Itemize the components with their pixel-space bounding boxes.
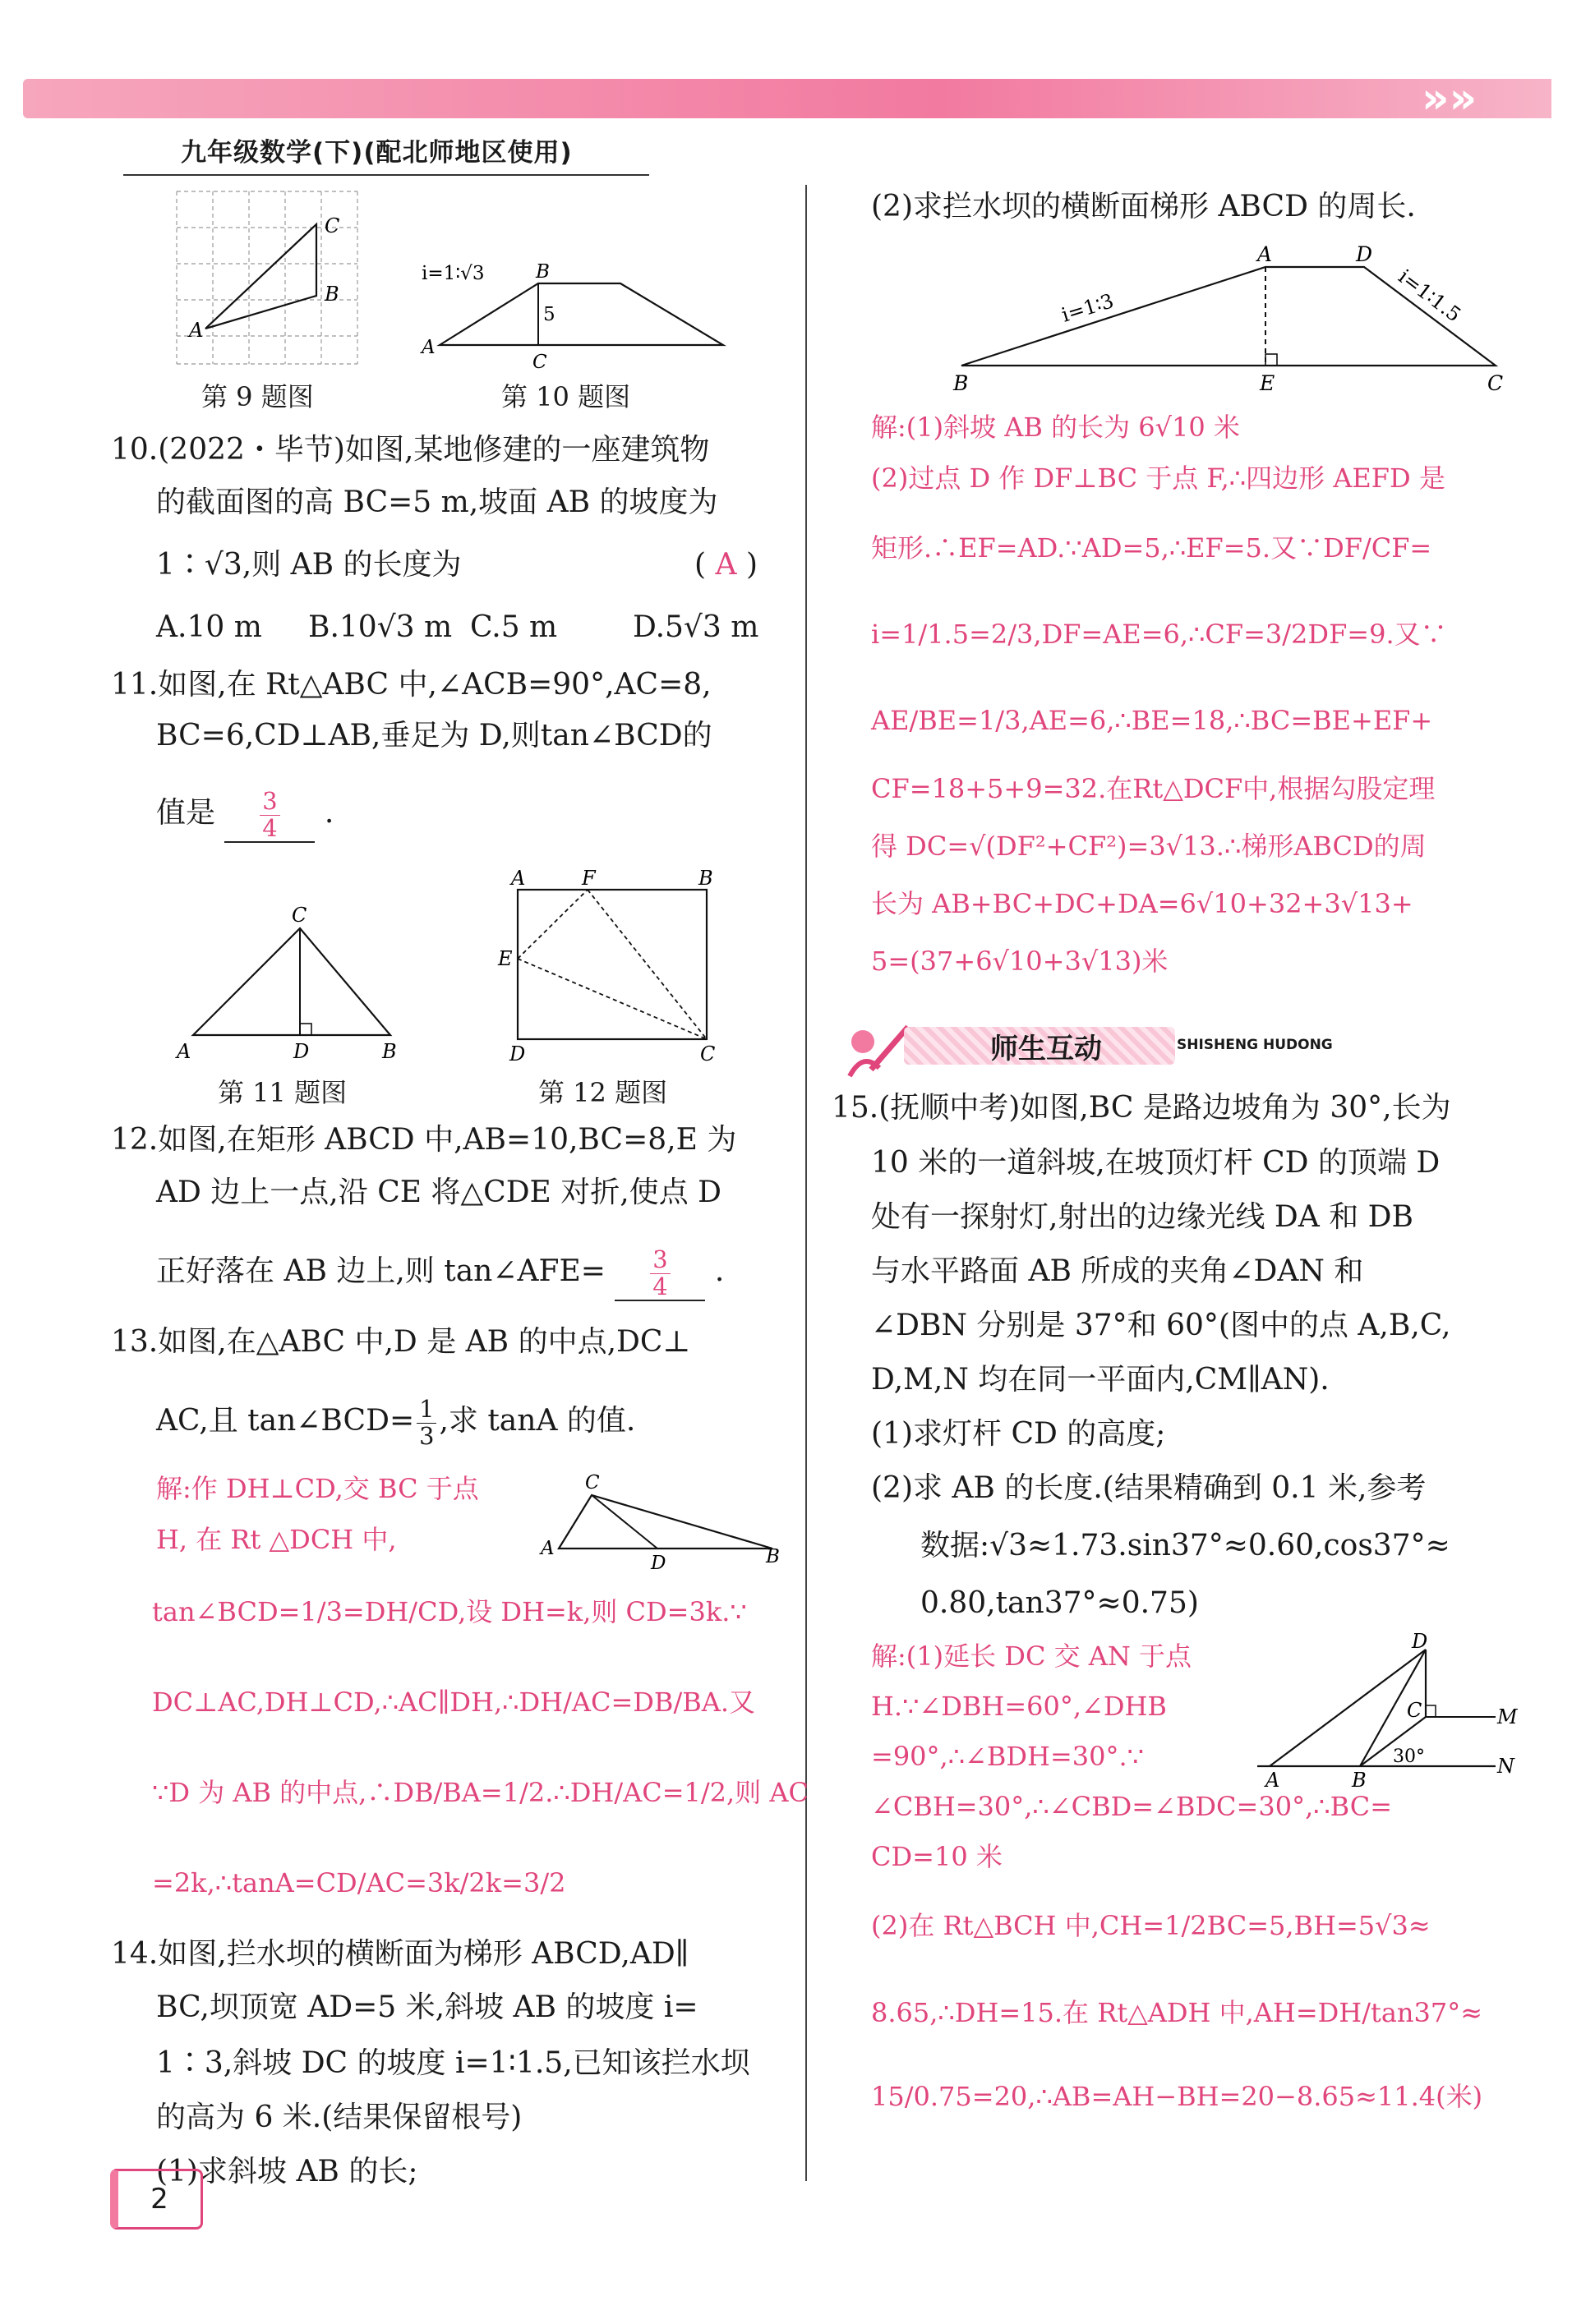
figure-9 bbox=[173, 187, 362, 368]
svg-text:E: E bbox=[498, 947, 513, 970]
q10-answer: ( A ) bbox=[694, 548, 758, 582]
q15-line1: 15.(抚顺中考)如图,BC 是路边坡角为 30°,长为 bbox=[832, 1091, 1451, 1125]
column-divider bbox=[805, 185, 807, 2181]
q10-option-b: B.10√3 m bbox=[308, 610, 453, 644]
caption-fig9: 第 9 题图 bbox=[201, 381, 314, 412]
q15-line2: 10 米的一道斜坡,在坡顶灯杆 CD 的顶端 D bbox=[871, 1146, 1441, 1180]
q15-sol5: CD=10 米 bbox=[871, 1841, 1003, 1872]
svg-text:D: D bbox=[1356, 242, 1373, 266]
q15-line6: D,M,N 均在同一平面内,CM∥AN). bbox=[871, 1363, 1330, 1397]
q15-line7: (1)求灯杆 CD 的高度; bbox=[871, 1417, 1166, 1451]
figure-15 bbox=[1249, 1630, 1518, 1792]
svg-text:C: C bbox=[292, 904, 307, 927]
svg-text:A: A bbox=[177, 1040, 191, 1063]
figure-14 bbox=[949, 238, 1524, 394]
q15-line4: 与水平路面 AB 所成的夹角∠DAN 和 bbox=[871, 1254, 1364, 1288]
q13-sol2: H, 在 Rt △DCH 中, bbox=[156, 1524, 397, 1555]
page-number: 2 bbox=[110, 2169, 203, 2230]
q15-sol2: H.∵∠DBH=60°,∠DHB bbox=[871, 1691, 1167, 1722]
q13-sol4: DC⊥AC,DH⊥CD,∴AC∥DH,∴DH/AC=DB/BA.又 bbox=[152, 1687, 756, 1718]
q15-sol8: 15/0.75=20,∴AB=AH−BH=20−8.65≈11.4(米) bbox=[871, 2081, 1483, 2112]
q15-sol4: ∠CBH=30°,∴∠CBD=∠BDC=30°,∴BC= bbox=[871, 1791, 1392, 1822]
q15-sol1: 解:(1)延长 DC 交 AN 于点 bbox=[871, 1641, 1192, 1672]
q15-sol3: =90°,∴∠BDH=30°.∵ bbox=[871, 1741, 1145, 1772]
svg-text:C: C bbox=[700, 1042, 716, 1065]
section-subtitle: SHISHENG HUDONG bbox=[1177, 1037, 1333, 1053]
q14-line4: 的高为 6 米.(结果保留根号) bbox=[156, 2101, 523, 2134]
svg-text:C: C bbox=[532, 352, 547, 373]
svg-text:B: B bbox=[1352, 1769, 1367, 1792]
svg-text:D: D bbox=[1412, 1630, 1428, 1653]
q11-line2: BC=6,CD⊥AB,垂足为 D,则tan∠BCD的 bbox=[156, 719, 712, 752]
svg-text:i=1∶3: i=1∶3 bbox=[1058, 289, 1117, 327]
figure-12 bbox=[493, 867, 740, 1064]
svg-text:B: B bbox=[382, 1040, 397, 1063]
q10-option-c: C.5 m bbox=[470, 610, 558, 644]
svg-text:A: A bbox=[511, 867, 526, 890]
figure-13 bbox=[534, 1470, 781, 1574]
header-banner bbox=[23, 74, 1551, 123]
q15-line5: ∠DBN 分别是 37°和 60°(图中的点 A,B,C, bbox=[871, 1309, 1451, 1342]
svg-text:E: E bbox=[1260, 371, 1275, 395]
q14-sol4: i=1/1.5=2/3,DF=AE=6,∴CF=3/2DF=9.又∵ bbox=[871, 619, 1447, 650]
svg-text:C: C bbox=[1487, 371, 1504, 395]
q15-sol6: (2)在 Rt△BCH 中,CH=1/2BC=5,BH=5√3≈ bbox=[871, 1910, 1431, 1941]
svg-text:N: N bbox=[1497, 1755, 1514, 1778]
svg-text:A: A bbox=[1257, 242, 1273, 266]
svg-text:D: D bbox=[651, 1553, 666, 1574]
section-title: 师生互动 bbox=[990, 1033, 1102, 1065]
q10-line1: 10.(2022・毕节)如图,某地修建的一座建筑物 bbox=[111, 433, 710, 467]
q14-sol5: AE/BE=1/3,AE=6,∴BE=18,∴BC=BE+EF+ bbox=[871, 705, 1433, 736]
q11-line3: 值是 $\frac{3}{4}$ . bbox=[156, 787, 334, 842]
q13-line1: 13.如图,在△ABC 中,D 是 AB 的中点,DC⊥ bbox=[111, 1325, 691, 1359]
figure-11 bbox=[177, 904, 399, 1068]
svg-text:M: M bbox=[1497, 1705, 1518, 1728]
q13-sol1: 解:作 DH⊥CD,交 BC 于点 bbox=[156, 1473, 479, 1504]
q12-line2: AD 边上一点,沿 CE 将△CDE 对折,使点 D bbox=[156, 1176, 722, 1209]
svg-text:C: C bbox=[585, 1472, 600, 1493]
svg-text:D: D bbox=[509, 1042, 526, 1065]
svg-text:i=1∶1.5: i=1∶1.5 bbox=[1394, 265, 1466, 327]
q13-sol3: tan∠BCD=1/3=DH/CD,设 DH=k,则 CD=3k.∵ bbox=[152, 1596, 747, 1627]
label-a: A bbox=[189, 319, 204, 342]
svg-text:B: B bbox=[766, 1546, 780, 1567]
q10-line3: 1∶√3,则 AB 的长度为 bbox=[156, 548, 462, 582]
chevron-icon: »» bbox=[1422, 74, 1477, 123]
q10-option-d: D.5√3 m bbox=[633, 610, 759, 644]
q14-sol2: (2)过点 D 作 DF⊥BC 于点 F,∴四边形 AEFD 是 bbox=[871, 462, 1445, 494]
svg-text:A: A bbox=[541, 1538, 555, 1559]
label-b: B bbox=[325, 283, 339, 306]
q10-option-a: A.10 m bbox=[156, 610, 262, 644]
q14-sol1: 解:(1)斜坡 AB 的长为 6√10 米 bbox=[871, 412, 1240, 443]
q14-line3: 1∶3,斜坡 DC 的坡度 i=1∶1.5,已知该拦水坝 bbox=[156, 2046, 750, 2080]
q14-line1: 14.如图,拦水坝的横断面为梯形 ABCD,AD∥ bbox=[111, 1937, 689, 1971]
svg-text:30°: 30° bbox=[1393, 1746, 1425, 1767]
pen-icon bbox=[838, 1019, 912, 1084]
q12-line3: 正好落在 AB 边上,则 tan∠AFE= $\frac{3}{4}$ . bbox=[156, 1245, 725, 1300]
q10-line2: 的截面图的高 BC=5 m,坡面 AB 的坡度为 bbox=[156, 486, 718, 519]
q15-line10: 0.80,tan37°≈0.75) bbox=[920, 1586, 1199, 1620]
q14-sol9: 5=(37+6√10+3√13)米 bbox=[871, 946, 1169, 977]
q12-line1: 12.如图,在矩形 ABCD 中,AB=10,BC=8,E 为 bbox=[111, 1123, 737, 1157]
svg-text:F: F bbox=[582, 867, 596, 890]
q15-line3: 处有一探射灯,射出的边缘光线 DA 和 DB bbox=[871, 1200, 1413, 1234]
q15-line9: 数据:√3≈1.73.sin37°≈0.60,cos37°≈ bbox=[920, 1529, 1450, 1562]
q15-sol7: 8.65,∴DH=15.在 Rt△ADH 中,AH=DH/tan37°≈ bbox=[871, 1997, 1483, 2028]
caption-fig11: 第 11 题图 bbox=[218, 1077, 348, 1108]
q11-line1: 11.如图,在 Rt△ABC 中,∠ACB=90°,AC=8, bbox=[111, 668, 712, 702]
svg-text:5: 5 bbox=[543, 304, 555, 325]
q14-line2: BC,坝顶宽 AD=5 米,斜坡 AB 的坡度 i= bbox=[156, 1990, 698, 2024]
q14-sol6: CF=18+5+9=32.在Rt△DCF中,根据勾股定理 bbox=[871, 773, 1436, 804]
caption-fig12: 第 12 题图 bbox=[538, 1077, 668, 1108]
q13-line2: AC,且 tan∠BCD= $\frac{1}{3}$ ,求 tanA 的值. bbox=[156, 1395, 636, 1450]
q14-line6: (2)求拦水坝的横断面梯形 ABCD 的周长. bbox=[871, 190, 1416, 223]
svg-text:A: A bbox=[422, 337, 436, 358]
caption-fig10: 第 10 题图 bbox=[501, 381, 631, 412]
q14-sol7: 得 DC=√(DF²+CF²)=3√13.∴梯形ABCD的周 bbox=[871, 831, 1427, 862]
q13-sol6: =2k,∴tanA=CD/AC=3k/2k=3/2 bbox=[152, 1867, 566, 1898]
q14-sol3: 矩形.∴EF=AD.∵AD=5,∴EF=5.又∵DF/CF= bbox=[871, 532, 1432, 564]
svg-text:B: B bbox=[953, 371, 969, 395]
q14-sol8: 长为 AB+BC+DC+DA=6√10+32+3√13+ bbox=[871, 888, 1413, 919]
svg-text:B: B bbox=[536, 261, 550, 283]
triangle-abc bbox=[205, 224, 316, 329]
q14-line5: (1)求斜坡 AB 的长; bbox=[156, 2155, 418, 2188]
q13-sol5: ∵D 为 AB 的中点,∴DB/BA=1/2.∴DH/AC=1/2,则 AC bbox=[152, 1777, 809, 1808]
svg-text:D: D bbox=[293, 1040, 310, 1063]
svg-text:A: A bbox=[1265, 1769, 1280, 1792]
svg-text:C: C bbox=[1407, 1699, 1422, 1722]
label-c: C bbox=[325, 214, 340, 237]
svg-text:B: B bbox=[698, 867, 713, 890]
label-slope: i=1∶√3 bbox=[422, 263, 485, 284]
figure-10 bbox=[415, 255, 727, 374]
page-header: 九年级数学(下)(配北师地区使用) bbox=[181, 138, 573, 168]
q15-line8: (2)求 AB 的长度.(结果精确到 0.1 米,参考 bbox=[871, 1471, 1427, 1505]
header-rule bbox=[123, 174, 649, 176]
